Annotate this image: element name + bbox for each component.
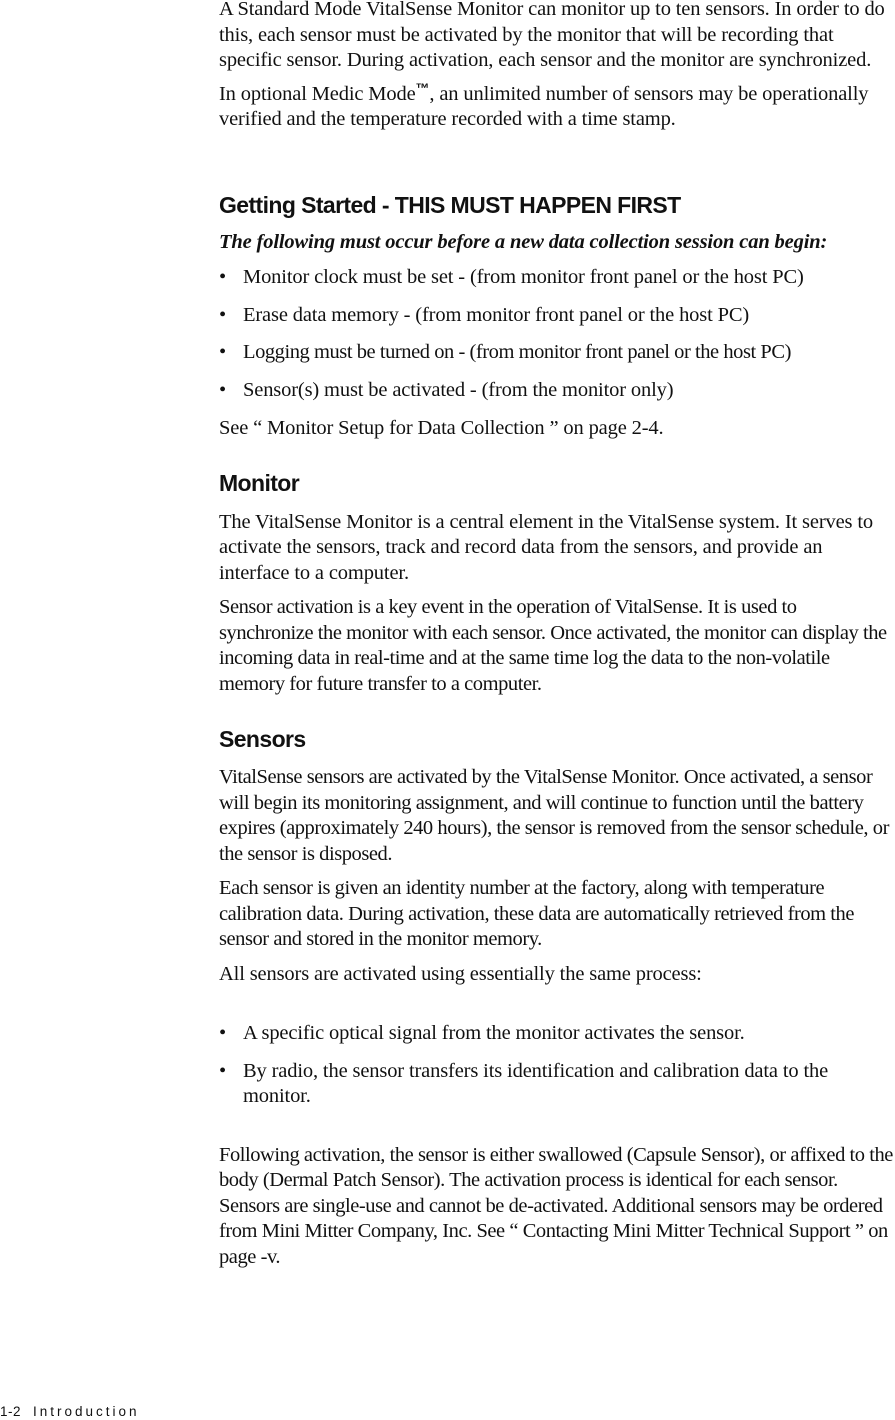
list-item: • Logging must be turned on - (from monitor front panel or the host PC) — [219, 340, 895, 366]
intro-paragraph-2 — [219, 79, 895, 133]
intro-paragraph-2-start: In optional Medic Mode — [219, 82, 416, 105]
footer-page-number: 1-2 — [0, 1404, 22, 1419]
list-item: • Sensor(s) must be activated - (from the monitor only) — [219, 378, 895, 404]
monitor-paragraph-2: Sensor activation is a key event in the operation of VitalSense. It is used to synchronize the monitor with each sensor. Once activated, the monitor can display the incoming data in real-time and at the same time log the data to the non-volatile memory for future transfer to a computer. — [219, 596, 887, 695]
list-item: • A specific optical signal from the monitor activates the sensor. — [219, 1021, 895, 1047]
sensors-paragraph-2: Each sensor is given an identity number at the factory, along with temperature calibration data. During activation, these data are automatically retrieved from the sensor and stored in the monitor memory. — [219, 877, 854, 950]
sensors-paragraph-1: VitalSense sensors are activated by the VitalSense Monitor. Once activated, a sensor will begin its monitoring assignment, and will continue to function until the battery expires (approximately 240 hours), the sensor is removed from the sensor schedule, or the sensor is disposed. — [219, 766, 889, 865]
list-item: • Erase data memory - (from monitor front panel or the host PC) — [219, 303, 895, 329]
page-footer — [0, 1404, 140, 1420]
page-content — [219, 0, 895, 1270]
footer-section-title: Introduction — [33, 1404, 140, 1419]
bullet-icon: • — [219, 266, 227, 288]
monitor-heading: Monitor — [219, 469, 300, 496]
getting-started-lead: The following must occur before a new data collection session can begin: — [219, 230, 828, 253]
list-item: • Monitor clock must be set - (from monitor front panel or the host PC) — [219, 265, 895, 291]
list-item: • By radio, the sensor transfers its identification and calibration data to the monitor. — [219, 1059, 829, 1107]
intro-paragraph-1: A Standard Mode VitalSense Monitor can monitor up to ten sensors. In order to do this, each sensor must be activated by the monitor that will be recording that specific sensor. During activation, each sensor and the monitor are synchronized. — [219, 0, 885, 71]
sensors-paragraph-3: All sensors are activated using essentially the same process: — [219, 962, 702, 985]
getting-started-heading: Getting Started - THIS MUST HAPPEN FIRST — [219, 191, 681, 218]
bullet-icon: • — [219, 303, 227, 326]
trademark-symbol: ™ — [415, 79, 430, 96]
bullet-icon: • — [219, 1022, 227, 1044]
see-also-link[interactable]: See “ Monitor Setup for Data Collection ” on page 2-4. — [219, 417, 664, 439]
sensors-activation-list — [219, 1021, 895, 1110]
monitor-paragraph-1: The VitalSense Monitor is a central element in the VitalSense system. It serves to activate the sensors, track and record data from the sensors, and provide an interface to a computer. — [219, 510, 874, 584]
intro-paragraph-2-end: , an unlimited number of sensors may be operationally verified and the temperature recorded with a time stamp. — [219, 82, 869, 130]
bullet-icon: • — [219, 341, 227, 363]
sensors-paragraph-4: Following activation, the sensor is either swallowed (Capsule Sensor), or affixed to the body (Dermal Patch Sensor). The activation process is identical for each sensor. Sensors are single-use and cannot be de-activated. Additional sensors may be ordered from Mini Mitter Company, Inc. See “ Contacting Mini Mitter Technical Support ” on page -v. — [219, 1143, 893, 1268]
bullet-icon: • — [219, 1059, 227, 1082]
getting-started-list — [219, 265, 895, 403]
bullet-icon: • — [219, 378, 227, 401]
sensors-heading: Sensors — [219, 726, 306, 752]
